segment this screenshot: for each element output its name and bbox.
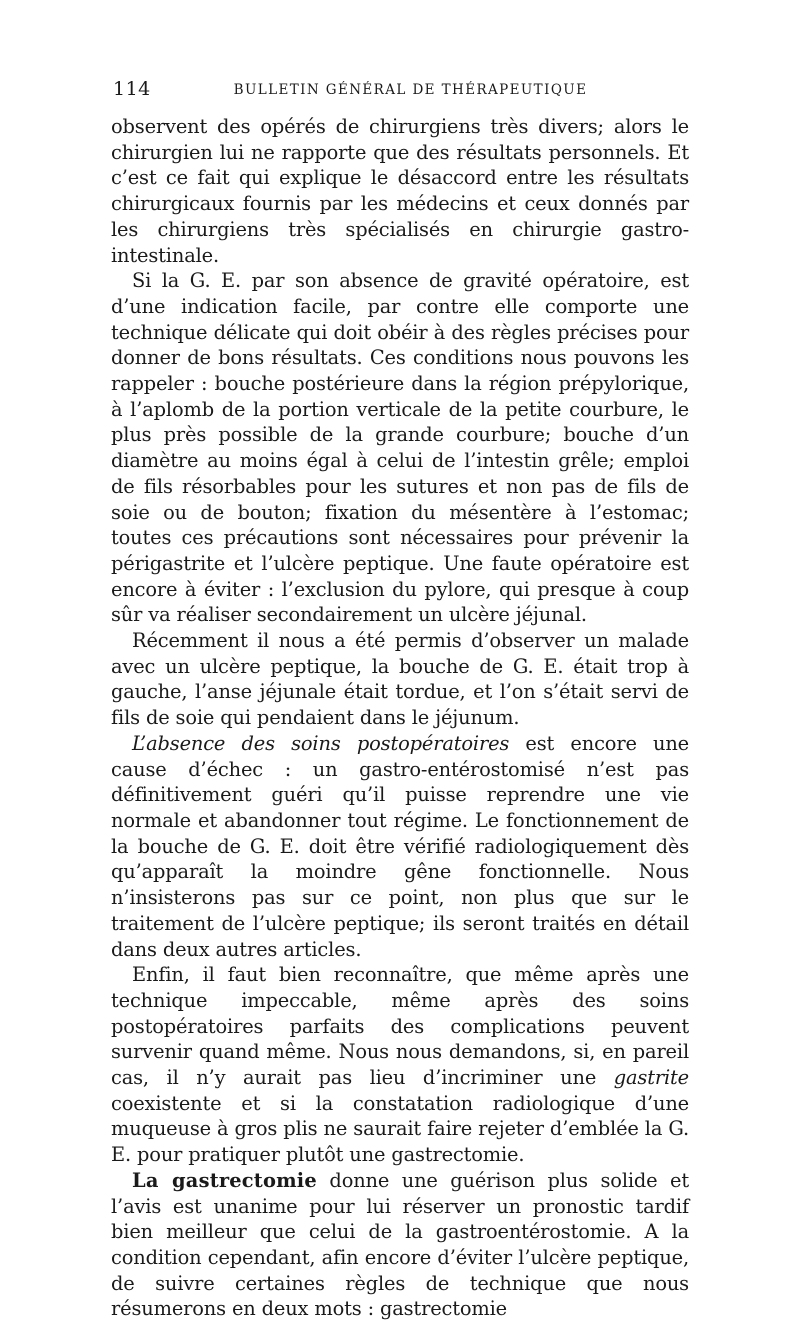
paragraph-postoperative-care [111,731,689,962]
paragraph-text: Récemment il nous a été permis d’observer un malade avec un ulcère peptique, la bouche de G. E. était trop à gauche, l’anse jéjunale était tordue, et l’on s’était servi de fils de soie qui pendaient dans le jéjunum. [111,629,689,730]
paragraph-gastrectomy [111,1168,689,1322]
paragraph-ge-technique [111,268,689,628]
paragraph-continuation [111,114,689,268]
paragraph-case-report [111,628,689,731]
italic-term: gastrite [613,1066,689,1090]
paragraph-text: observent des opérés de chirurgiens très divers; alors le chirurgien lui ne rapporte que des résultats personnels. Et c’est ce fait qui explique le désaccord entre les résultats chirurgicaux fournis par les médecins et ceux donnés par les chirurgiens très spécialisés en chirurgie gastro-intestinale. [111,115,689,267]
paragraph-text: coexistente et si la constatation radiologique d’une muqueuse à gros plis ne saurait faire rejeter d’emblée la G. E. pour pratiquer plutôt une gastrectomie. [111,1091,689,1167]
paragraph-text: est encore une cause d’échec : un gastro-entérostomisé n’est pas définitivement guéri qu’il puisse reprendre une vie normale et abandonner tout régime. Le fonctionnement de la bouche de G. E. doit être vérifié radiologiquement dès qu’apparaît la moindre gêne fonctionnelle. Nous n’insisterons pas sur ce point, non plus que sur le traitement de l’ulcère peptique; ils seront traités en détail dans deux autres articles. [111,731,690,961]
page-header [113,78,688,100]
page-number: 114 [113,78,151,100]
paragraph-text: donne une guérison plus solide et l’avis est unanime pour lui réserver un pronostic tardif bien meilleur que celui de la gastroentérostomie. A la condition cependant, afin encore d’éviter l’ulcère peptique, de suivre certaines règles de technique que nous résumerons en deux mots : gastrectomie [111,1168,689,1321]
body-text [111,114,689,1322]
italic-lead: L’absence des soins postopératoires [132,731,510,755]
paragraph-text: Si la G. E. par son absence de gravité opératoire, est d’une indication facile, par contre elle comporte une technique délicate qui doit obéir à des règles précises pour donner de bons résultats. Ces conditions nous pouvons les rappeler : bouche postérieure dans la région prépylorique, à l’aplomb de la portion verticale de la petite courbure, le plus près possible de la grande courbure; bouche d’un diamètre au moins égal à celui de l’intestin grêle; emploi de fils résorbables pour les sutures et non pas de fils de soie ou de bouton; fixation du mésentère à l’estomac; toutes ces précautions sont nécessaires pour prévenir la périgastrite et l’ulcère peptique. Une faute opératoire est encore à éviter : l’exclusion du pylore, qui presque à coup sûr va réaliser secondairement un ulcère jéjunal. [111,269,689,627]
paragraph-complications [111,962,689,1168]
running-title: BULLETIN GÉNÉRAL DE THÉRAPEUTIQUE [233,82,588,98]
bold-lead: La gastrectomie [132,1168,317,1192]
paragraph-text: Enfin, il faut bien reconnaître, que même après une technique impeccable, même après des soins postopératoires parfaits des complications peuvent survenir quand même. Nous nous demandons, si, en pareil cas, il n’y aurait pas lieu d’incriminer une [111,963,689,1090]
